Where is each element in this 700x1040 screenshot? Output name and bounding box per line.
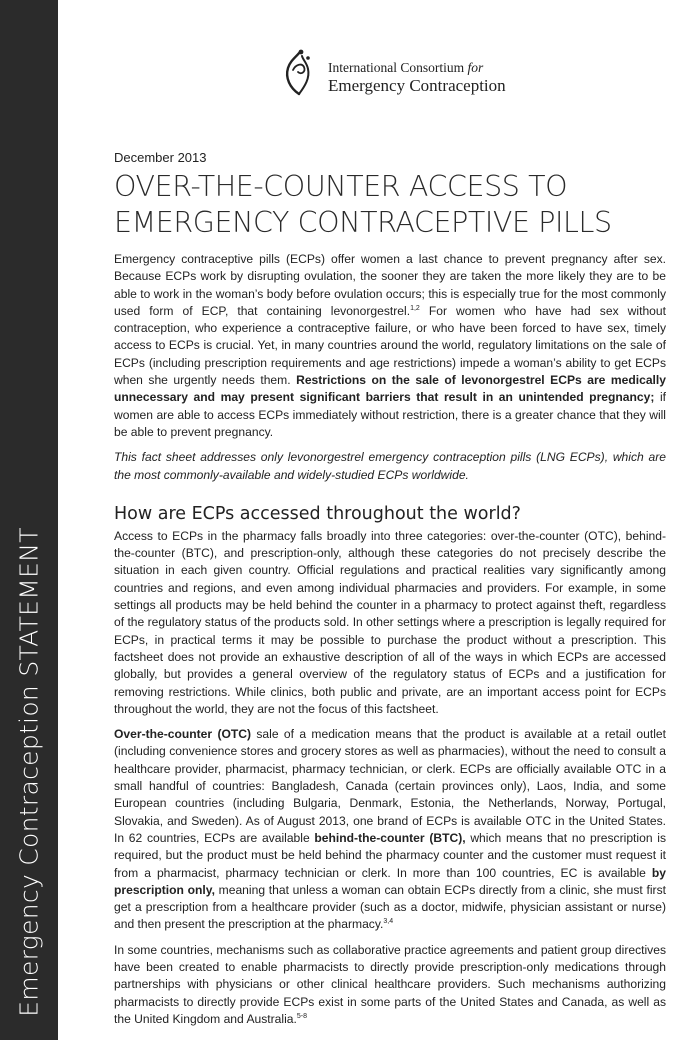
citation-ref: 3,4 xyxy=(383,918,394,926)
sidebar-label: Emergency Contraception STATEMENT xyxy=(14,527,44,1017)
mechanisms-paragraph: In some countries, mechanisms such as collaborative practice agreements and patient group directives have been created to enable pharmacists to directly provide prescription-only medications through partnerships with physicians or other clinical healthcare providers. Such mechanisms authorizing pharmacists to directly provide ECPs exist in some parts of the United States and Canada, as well as the United Kingdom and Australia.$^{5-8}$ xyxy=(114,942,666,1026)
citation-ref: 1,2 xyxy=(410,304,420,312)
organization-header xyxy=(282,46,582,100)
intro-paragraph: Emergency contraceptive pills (ECPs) offer women a last chance to prevent pregnancy after sex. Because ECPs work by disrupting ovulation, the sooner they are taken the more likely they are to be able to work in the woman’s body before ovulation occurs; this is especially true for the most commonly used form of ECP, that containing levonorgestrel.$^{1,2}$ For women who have had sex without contraception, who experience a contraceptive failure, or who have been forced to have sex, timely access to ECPs is crucial. Yet, in many countries around the world, regulatory limitations on the sale of ECPs (including prescription requirements and age restrictions) impede a woman’s ability to get ECPs when she urgently needs them. Restrictions on the sale of levonorgestrel ECPs are medically unnecessary and may present significant barriers that result in an unintended pregnancy; if women are able to access ECPs immediately without restriction, there is a greater chance that they will be able to prevent pregnancy. xyxy=(114,252,666,439)
citation-ref: 5-8 xyxy=(296,1012,307,1020)
document-date: December 2013 xyxy=(114,150,207,165)
scope-note: This fact sheet addresses only levonorgestrel emergency contraception pills (LNG ECPs), which are the most commonly-available and widely-studied ECPs worldwide. xyxy=(114,450,666,482)
rx-term: by prescription only, xyxy=(114,865,666,897)
btc-term: behind-the-counter (BTC), xyxy=(314,830,466,845)
org-name-line1: International Consortium for xyxy=(328,60,484,75)
title-line-1: OVER-THE-COUNTER ACCESS TO xyxy=(114,170,568,203)
org-name-line2: Emergency Contraception xyxy=(328,76,506,95)
consortium-logo-icon xyxy=(282,48,316,96)
section-heading: How are ECPs accessed throughout the world? xyxy=(114,503,521,524)
document-title xyxy=(114,169,666,241)
access-paragraph: Access to ECPs in the pharmacy falls broadly into three categories: over-the-counter (OTC), behind-the-counter (BTC), and prescription-only, although these categories do not precisely describe the situation in each given country. Official regulations and practical realities vary significantly among countries and regions, and even among individual pharmacies and providers. For example, in some settings all products may be held behind the counter in a pharmacy to protect against theft, regardless of the regulatory status of the products sold. In other settings where a prescription is legally required for ECPs, in practical terms it may be possible to purchase the product without a prescription. This factsheet does not provide an exhaustive description of all of the ways in which ECPs are accessed globally, but provides a general overview of the regulatory status of ECPs and a justification for removing restrictions. While clinics, both public and private, are an important access point for ECPs throughout the world, they are not the focus of this factsheet. xyxy=(114,528,666,716)
key-statement: Restrictions on the sale of levonorgestrel ECPs are medically unnecessary and may present significant barriers that result in an unintended pregnancy; xyxy=(114,373,666,405)
sidebar-band xyxy=(0,0,58,1040)
title-line-2: EMERGENCY CONTRACEPTIVE PILLS xyxy=(114,206,612,239)
otc-term: Over-the-counter (OTC) xyxy=(114,727,252,742)
categories-paragraph: Over-the-counter (OTC) sale of a medication means that the product is available at a retail outlet (including convenience stores and grocery stores as well as pharmacies), without the need to consult a healthcare provider, pharmacist, pharmacy technician, or clerk. ECPs are officially available OTC in a small handful of countries: Bangladesh, Canada (certain provinces only), Laos, India, and some European countries (including Bulgaria, Denmark, Estonia, the Netherlands, Norway, Portugal, Slovakia, and Sweden). As of August 2013, one brand of ECPs is available OTC in the United States. In 62 countries, ECPs are available behind-the-counter (BTC), which means that no prescription is required, but the product must be held behind the pharmacy counter and the customer must request it from a pharmacist, pharmacy technician or clerk. In more than 100 countries, EC is available by prescription only, meaning that unless a woman can obtain ECPs directly from a clinic, she must first get a prescription from a healthcare provider (such as a doctor, midwife, physician assistant or nurse) and then present the prescription at the pharmacy.$^{3,4}$ xyxy=(114,727,666,932)
document-body xyxy=(114,150,666,1036)
